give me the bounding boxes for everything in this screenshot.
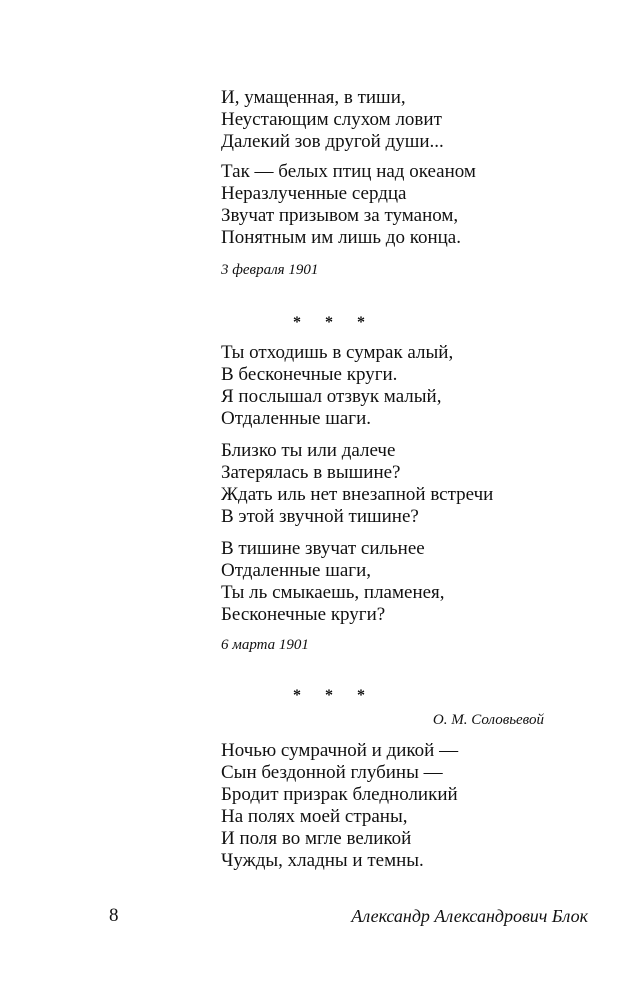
poem3-stanza1 bbox=[221, 740, 581, 872]
poem1-stanza1 bbox=[221, 87, 581, 153]
page-number: 8 bbox=[109, 905, 119, 926]
section-separator: * * * bbox=[293, 687, 375, 704]
verse-line: Неустающим слухом ловит bbox=[221, 109, 442, 130]
verse-line: Неразлученные сердца bbox=[221, 183, 407, 204]
verse-line: Затерялась в вышине? bbox=[221, 462, 401, 483]
running-footer-author: Александр Александрович Блок bbox=[351, 906, 588, 926]
verse-line: Далекий зов другой души... bbox=[221, 131, 444, 152]
verse-line: Я послышал отзвук малый, bbox=[221, 386, 442, 407]
section-separator: * * * bbox=[293, 314, 375, 331]
verse-line: Звучат призывом за туманом, bbox=[221, 205, 459, 226]
verse-line: Ночью сумрачной и дикой — bbox=[221, 740, 459, 761]
poem2-stanza3 bbox=[221, 538, 581, 626]
poem1-stanza2 bbox=[221, 161, 581, 249]
verse-line: И поля во мгле великой bbox=[221, 828, 412, 849]
verse-line: И, умащенная, в тиши, bbox=[221, 87, 406, 108]
verse-line: Сын бездонной глубины — bbox=[221, 762, 443, 783]
verse-line: Чужды, хладны и темны. bbox=[221, 850, 424, 871]
verse-line: Бродит призрак бледноликий bbox=[221, 784, 458, 805]
verse-line: Ты отходишь в сумрак алый, bbox=[221, 342, 454, 363]
verse-line: Отдаленные шаги. bbox=[221, 408, 372, 429]
verse-line: Бесконечные круги? bbox=[221, 604, 386, 625]
poem2-stanza2 bbox=[221, 440, 581, 528]
verse-line: Понятным им лишь до конца. bbox=[221, 227, 461, 248]
verse-line: В бесконечные круги. bbox=[221, 364, 398, 385]
verse-line: На полях моей страны, bbox=[221, 806, 408, 827]
poem2-stanza1 bbox=[221, 342, 581, 430]
verse-line: Ты ль смыкаешь, пламенея, bbox=[221, 582, 445, 603]
verse-line: Отдаленные шаги, bbox=[221, 560, 372, 581]
poem1-date: 3 февраля 1901 bbox=[221, 262, 319, 278]
poem2-date: 6 марта 1901 bbox=[221, 637, 309, 653]
verse-line: Близко ты или далече bbox=[221, 440, 396, 461]
verse-line: В тишине звучат сильнее bbox=[221, 538, 425, 559]
verse-line: В этой звучной тишине? bbox=[221, 506, 419, 527]
poem3-dedication: О. М. Соловьевой bbox=[432, 712, 544, 728]
verse-line: Так — белых птиц над океаном bbox=[221, 161, 476, 182]
verse-line: Ждать иль нет внезапной встречи bbox=[221, 484, 494, 505]
